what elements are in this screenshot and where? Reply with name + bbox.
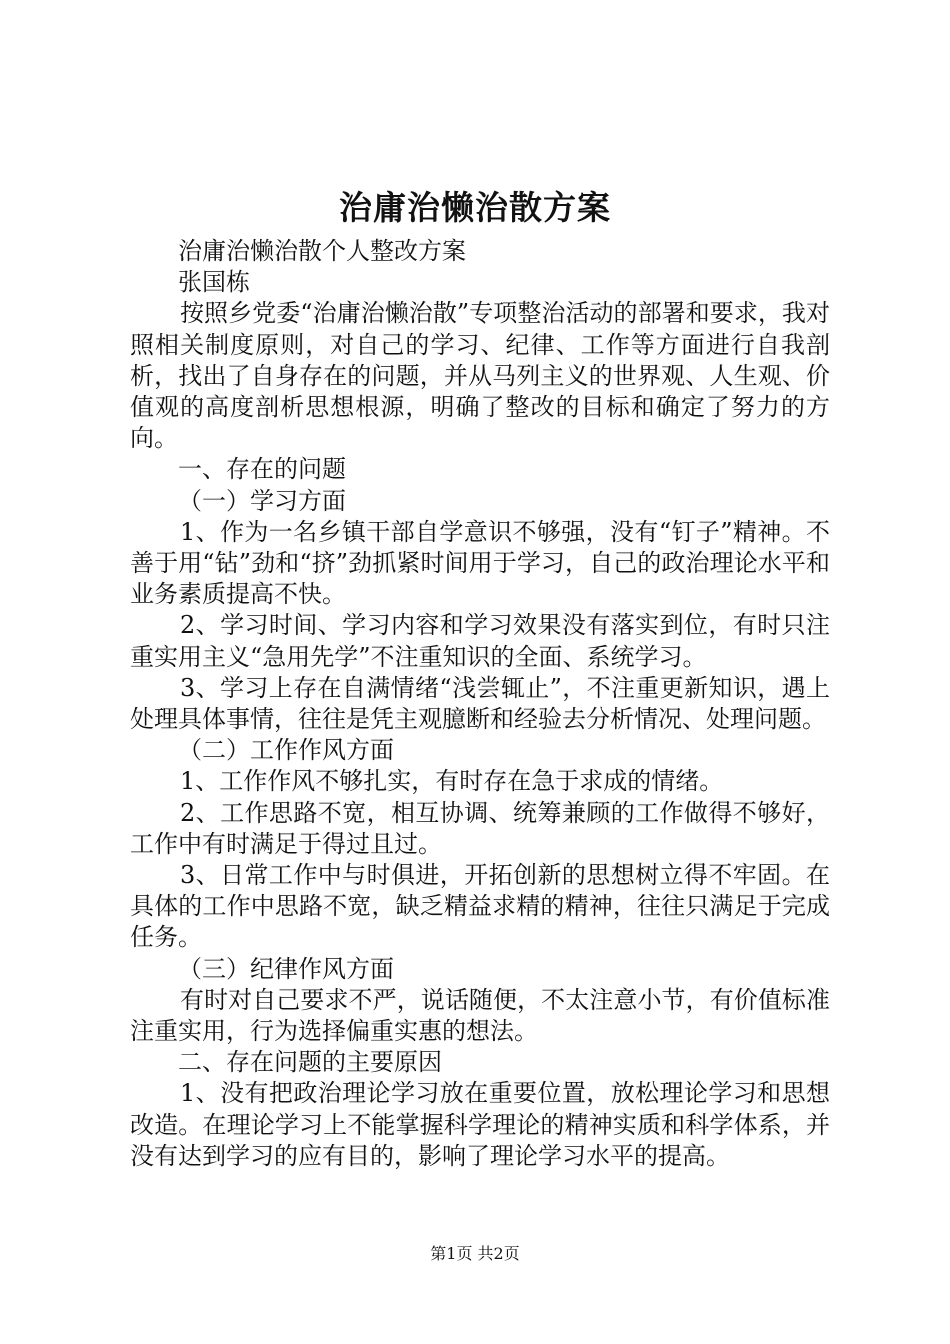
work-style-item-1: 1、工作作风不够扎实，有时存在急于求成的情绪。 bbox=[180, 767, 724, 796]
study-item-3: 3、学习上存在自满情绪“浅尝辄止”，不注重更新知识，遇上处理具体事情，往往是凭主观臆断和经验去分析情况、处理问题。 bbox=[130, 673, 830, 734]
discipline-paragraph: 有时对自己要求不严，说话随便，不太注意小节，有价值标准注重实用，行为选择偏重实惠的想法。 bbox=[130, 985, 830, 1046]
subsection-heading-study: （一）学习方面 bbox=[178, 486, 346, 515]
work-style-item-3: 3、日常工作中与时俱进，开拓创新的思想树立得不牢固。在具体的工作中思路不宽，缺乏精益求精的精神，往往只满足于完成任务。 bbox=[130, 861, 830, 952]
document-body bbox=[130, 236, 830, 1172]
work-style-item-2: 2、工作思路不宽，相互协调、统筹兼顾的工作做得不够好，工作中有时满足于得过且过。 bbox=[130, 798, 830, 858]
section-heading-problems: 一、存在的问题 bbox=[178, 455, 346, 484]
subtitle-paragraph: 治庸治懒治散个人整改方案 bbox=[178, 237, 466, 265]
subsection-heading-discipline: （三）纪律作风方面 bbox=[178, 954, 394, 983]
author-paragraph: 张国栋 bbox=[178, 268, 250, 297]
intro-paragraph: 按照乡党委“治庸治懒治散”专项整治活动的部署和要求，我对照相关制度原则，对自己的学习、纪律、工作等方面进行自我剖析，找出了自身存在的问题，并从马列主义的世界观、人生观、价值观的高度剖析思想根源，明确了整改的目标和确定了努力的方向。 bbox=[130, 299, 830, 453]
causes-item-1: 1、没有把政治理论学习放在重要位置，放松理论学习和思想改造。在理论学习上不能掌握科学理论的精神实质和科学体系，并没有达到学习的应有目的，影响了理论学习水平的提高。 bbox=[130, 1079, 830, 1170]
page-footer: 第1页 共2页 bbox=[430, 1244, 520, 1263]
study-item-1: 1、作为一名乡镇干部自学意识不够强，没有“钉子”精神。不善于用“钻”劲和“挤”劲抓紧时间用于学习，自己的政治理论水平和业务素质提高不快。 bbox=[130, 517, 830, 609]
document-title: 治庸治懒治散方案 bbox=[339, 188, 611, 227]
subsection-heading-work-style: （二）工作作风方面 bbox=[178, 736, 394, 765]
study-item-2: 2、学习时间、学习内容和学习效果没有落实到位，有时只注重实用主义“急用先学”不注重知识的全面、系统学习。 bbox=[130, 611, 830, 671]
section-heading-causes: 二、存在问题的主要原因 bbox=[178, 1048, 442, 1077]
